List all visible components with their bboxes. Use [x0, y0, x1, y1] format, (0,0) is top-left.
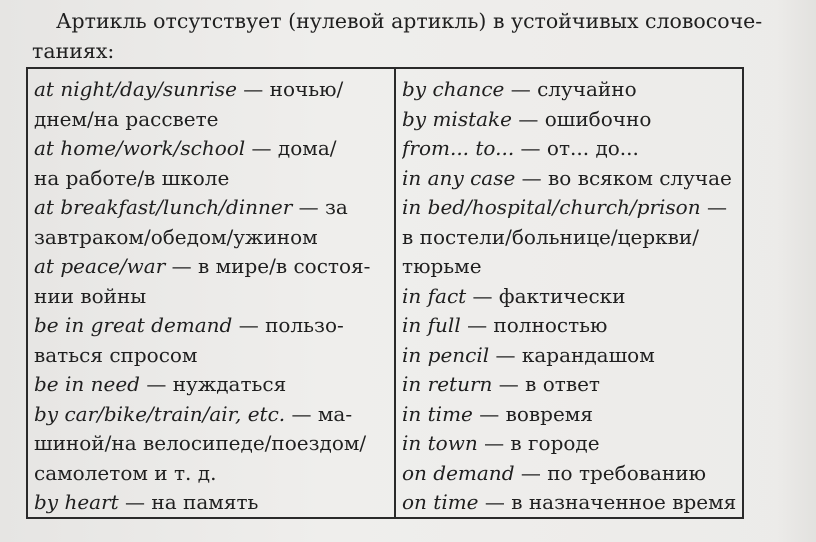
english-phrase: in fact [402, 283, 467, 308]
english-phrase: by chance [402, 77, 505, 101]
english-phrase: in time [402, 401, 473, 426]
left-table-line [34, 223, 386, 253]
russian-translation: — от... до... [514, 136, 639, 160]
left-table-line [34, 75, 386, 105]
right-table-line [402, 429, 738, 459]
right-table-line [402, 223, 738, 253]
left-table-line [34, 488, 386, 518]
intro-line-1: Артикль отсутствует (нулевой артикль) в устойчивых словосоче- [56, 9, 763, 33]
english-phrase: in town [402, 431, 478, 455]
russian-translation: завтраком/обедом/ужином [34, 224, 318, 249]
russian-translation: — вовремя [472, 401, 593, 426]
right-table-line [402, 370, 738, 400]
russian-translation: — во всяком случае [515, 165, 732, 190]
english-phrase: in bed/hospital/church/prison [402, 195, 701, 219]
russian-translation: нии войны [34, 283, 147, 308]
right-table-line [402, 134, 738, 164]
russian-translation: на работе/в школе [34, 165, 230, 190]
russian-translation: — по требованию [514, 460, 706, 485]
left-table-line [34, 134, 386, 164]
russian-translation: — в ответ [492, 372, 600, 396]
russian-translation: — фактически [466, 283, 626, 308]
russian-translation: — полностью [460, 313, 608, 337]
russian-translation: — в назначенное время [478, 490, 737, 514]
russian-translation: — в городе [477, 431, 600, 455]
right-table-line [402, 164, 738, 194]
page-edge-shadow [776, 0, 816, 542]
russian-translation: — ма- [285, 401, 353, 426]
russian-translation: тюрьме [402, 254, 482, 278]
left-column [34, 75, 386, 518]
right-table-line [402, 105, 738, 135]
intro-line-2: таниях: [32, 39, 115, 63]
russian-translation: — пользо- [232, 313, 344, 337]
russian-translation: — за [292, 195, 348, 219]
left-table-line [34, 105, 386, 135]
left-table-line [34, 311, 386, 341]
russian-translation: — нуждаться [140, 372, 287, 396]
russian-translation: — случайно [504, 77, 637, 101]
russian-translation: — ошибочно [512, 106, 652, 131]
right-table-line [402, 193, 738, 223]
left-table-line [34, 282, 386, 312]
english-phrase: on demand [402, 460, 515, 485]
english-phrase: in pencil [402, 342, 490, 367]
right-table-line [402, 311, 738, 341]
russian-translation: — дома/ [245, 136, 337, 160]
english-phrase: be in great demand [34, 313, 233, 337]
english-phrase: in any case [402, 165, 516, 190]
english-phrase: at breakfast/lunch/dinner [34, 195, 293, 219]
left-table-line [34, 459, 386, 489]
english-phrase: at home/work/school [34, 136, 246, 160]
russian-translation: — ночью/ [236, 77, 344, 101]
russian-translation: — [700, 195, 727, 219]
right-table-line [402, 282, 738, 312]
phrases-table [26, 67, 744, 519]
english-phrase: in full [402, 313, 461, 337]
russian-translation: днем/на рассвете [34, 106, 219, 131]
left-table-line [34, 400, 386, 430]
left-table-line [34, 252, 386, 282]
english-phrase: on time [402, 490, 479, 514]
right-table-line [402, 75, 738, 105]
intro-paragraph [32, 6, 792, 66]
russian-translation: ваться спросом [34, 342, 198, 367]
english-phrase: at peace/war [34, 254, 166, 278]
left-table-line [34, 164, 386, 194]
left-table-line [34, 341, 386, 371]
russian-translation: шиной/на велосипеде/поездом/ [34, 431, 367, 455]
column-divider [394, 69, 396, 517]
english-phrase: in return [402, 372, 493, 396]
left-table-line [34, 429, 386, 459]
russian-translation: — на память [118, 490, 259, 514]
left-table-line [34, 193, 386, 223]
english-phrase: by heart [34, 490, 119, 514]
right-table-line [402, 341, 738, 371]
english-phrase: be in need [34, 372, 140, 396]
russian-translation: — карандашом [489, 342, 655, 367]
right-table-line [402, 459, 738, 489]
russian-translation: в постели/больнице/церкви/ [402, 224, 699, 249]
english-phrase: at night/day/sunrise [34, 77, 237, 101]
english-phrase: by car/bike/train/air, etc. [34, 401, 286, 426]
right-table-line [402, 488, 738, 518]
right-column [402, 75, 738, 518]
right-table-line [402, 252, 738, 282]
english-phrase: from... to... [402, 136, 515, 160]
right-table-line [402, 400, 738, 430]
russian-translation: самолетом и т. д. [34, 460, 217, 485]
russian-translation: — в мире/в состоя- [165, 254, 371, 278]
left-table-line [34, 370, 386, 400]
english-phrase: by mistake [402, 106, 512, 131]
